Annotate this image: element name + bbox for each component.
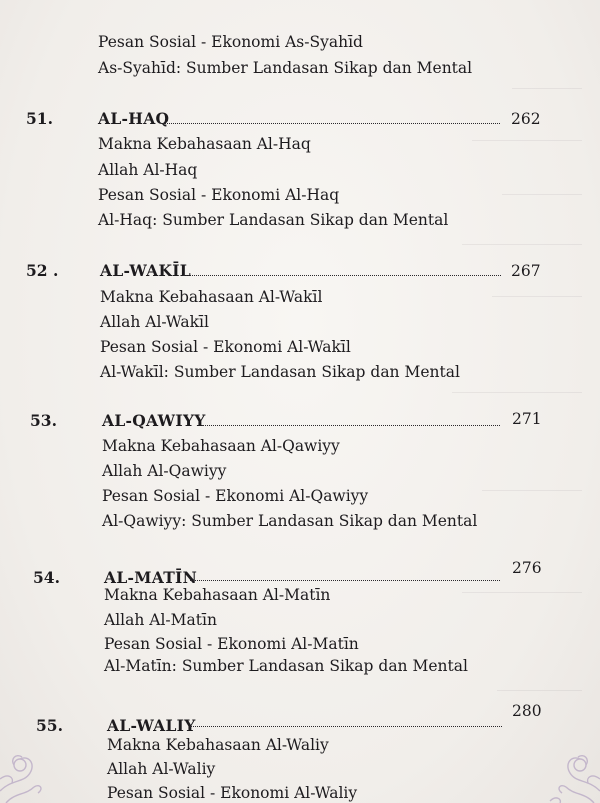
bleed-mark bbox=[472, 140, 582, 141]
sub-item: Al-Wakīl: Sumber Landasan Sikap dan Mental bbox=[100, 363, 460, 381]
toc-entry-52[interactable] bbox=[0, 260, 600, 282]
sub-item: Makna Kebahasaan Al-Matīn bbox=[104, 586, 331, 604]
entry-number: 55. bbox=[36, 716, 63, 735]
sub-item: Makna Kebahasaan Al-Haq bbox=[98, 135, 311, 153]
dot-leader bbox=[190, 726, 502, 727]
intro-line: Pesan Sosial - Ekonomi As-Syahīd bbox=[98, 33, 363, 51]
entry-number: 52 . bbox=[26, 261, 59, 280]
dot-leader bbox=[164, 123, 500, 124]
sub-item: Pesan Sosial - Ekonomi Al-Wakīl bbox=[100, 338, 351, 356]
sub-item: Allah Al-Haq bbox=[98, 161, 198, 179]
entry-title: AL-MATĪN bbox=[104, 568, 198, 587]
toc-entry-53[interactable] bbox=[0, 410, 600, 432]
toc-entry-55[interactable] bbox=[0, 702, 600, 735]
entry-title: AL-QAWIYY bbox=[102, 411, 206, 430]
floral-ornament-icon bbox=[510, 743, 600, 803]
bleed-mark bbox=[462, 244, 582, 245]
entry-title: AL-HAQ bbox=[98, 109, 170, 128]
sub-item: Pesan Sosial - Ekonomi Al-Haq bbox=[98, 186, 340, 204]
dot-leader bbox=[190, 580, 500, 581]
entry-page-number: 280 bbox=[512, 702, 542, 720]
entry-number: 51. bbox=[26, 109, 53, 128]
sub-item: Pesan Sosial - Ekonomi Al-Matīn bbox=[104, 635, 359, 653]
bleed-mark bbox=[502, 194, 582, 195]
sub-item: Al-Qawiyy: Sumber Landasan Sikap dan Mental bbox=[102, 512, 478, 530]
entry-page-number: 267 bbox=[511, 262, 541, 280]
bleed-mark bbox=[462, 592, 582, 593]
entry-number: 53. bbox=[30, 411, 57, 430]
entry-page-number: 262 bbox=[511, 110, 541, 128]
sub-item: Allah Al-Wakīl bbox=[100, 313, 209, 331]
bleed-mark bbox=[497, 690, 582, 691]
toc-entry-51[interactable] bbox=[0, 108, 600, 130]
intro-line: As-Syahīd: Sumber Landasan Sikap dan Mental bbox=[98, 59, 473, 77]
entry-page-number: 271 bbox=[512, 410, 542, 428]
entry-page-number: 276 bbox=[512, 559, 542, 577]
dot-leader bbox=[203, 425, 500, 426]
entry-number: 54. bbox=[33, 568, 60, 587]
sub-item: Al-Matīn: Sumber Landasan Sikap dan Mental bbox=[104, 657, 468, 675]
floral-ornament-icon bbox=[0, 743, 90, 803]
sub-item: Allah Al-Waliy bbox=[107, 760, 216, 778]
entry-title: AL-WAKĪL bbox=[100, 261, 191, 280]
toc-entry-54[interactable] bbox=[0, 559, 600, 587]
entry-title: AL-WALIY bbox=[107, 716, 196, 735]
bleed-mark bbox=[452, 392, 582, 393]
sub-item: Makna Kebahasaan Al-Wakīl bbox=[100, 288, 323, 306]
sub-item: Pesan Sosial - Ekonomi Al-Qawiyy bbox=[102, 487, 369, 505]
sub-item: Al-Haq: Sumber Landasan Sikap dan Mental bbox=[98, 211, 449, 229]
bleed-mark bbox=[492, 296, 582, 297]
sub-item: Allah Al-Matīn bbox=[104, 611, 217, 629]
dot-leader bbox=[183, 275, 501, 276]
bleed-mark bbox=[482, 490, 582, 491]
sub-item: Pesan Sosial - Ekonomi Al-Waliy bbox=[107, 784, 358, 802]
sub-item: Makna Kebahasaan Al-Waliy bbox=[107, 736, 329, 754]
bleed-mark bbox=[512, 88, 582, 89]
sub-item: Allah Al-Qawiyy bbox=[102, 462, 227, 480]
sub-item: Makna Kebahasaan Al-Qawiyy bbox=[102, 437, 340, 455]
